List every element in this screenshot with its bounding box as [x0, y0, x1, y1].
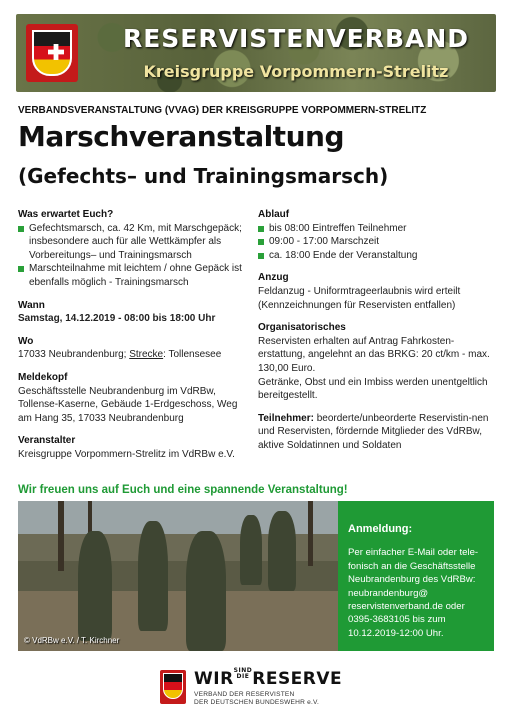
organizer-text: Kreisgruppe Vorpommern-Strelitz im VdRBw e.V. [18, 448, 235, 460]
march-photo [18, 501, 338, 651]
where-heading: Wo [18, 335, 34, 347]
participants-section [258, 412, 496, 453]
when-section [18, 299, 248, 326]
expect-section [18, 208, 248, 290]
signup-text: Per einfacher E-Mail oder tele-fonisch an die Geschäftsstelle Neubrandenburg des VdRBw: neubrandenburg@ reservistenverband.de oder 0395-3683105 bis zum 10.12.2019-12:00 Uhr. [348, 547, 479, 639]
slogan-small [234, 668, 253, 680]
association-name [194, 691, 374, 707]
participants-text: beorderte/unbeorderte Reservistin-nen und Reservisten, fördernde Mitglieder des VdRBw, aktive Soldatinnen und Soldaten [258, 412, 489, 451]
meet-text: Geschäftsstelle Neubrandenburg im VdRBw, Tollense-Kaserne, Gebäude 1-Erdgeschoss, Weg am Hang 35, 17033 Neubrandenburg [18, 385, 238, 424]
page-title: Marschveranstaltung [18, 120, 344, 153]
list-item: Gefechtsmarsch, ca. 42 Km, mit Marschgepäck; insbesondere auch für alle Wettkämpfer als Vorbereitungs– und Trainingsmarsch [18, 222, 248, 263]
assoc-line-1: VERBAND DER RESERVISTEN [194, 691, 295, 698]
slogan [194, 668, 342, 689]
where-section [18, 335, 248, 362]
list-item: Marschteilnahme mit leichtem / ohne Gepäck ist ebenfalls möglich - Trainingsmarsch [18, 262, 248, 289]
organizer-heading: Veranstalter [18, 435, 76, 447]
participants-label: Teilnehmer: [258, 412, 314, 424]
org-section [258, 321, 496, 403]
photo-credit: © VdRBw e.V. / T. Kirchner [24, 636, 120, 645]
reservist-emblem-icon [26, 24, 78, 82]
meet-section [18, 371, 248, 425]
dress-text: Feldanzug - Uniformtrageerlaubnis wird erteilt (Kennzeichnungen für Reservisten entfallen) [258, 285, 461, 311]
brand-subtitle: Kreisgruppe Vorpommern-Strelitz [143, 62, 449, 81]
where-prefix: 17033 Neubrandenburg; [18, 349, 130, 361]
signup-heading: Anmeldung: [348, 523, 413, 535]
header-banner [16, 14, 496, 92]
list-item: ca. 18:00 Ende der Veranstaltung [258, 249, 496, 263]
organizer-section [18, 434, 248, 461]
expect-heading: Was erwartet Euch? [18, 209, 114, 220]
schedule-heading: Ablauf [258, 209, 290, 220]
route-link[interactable]: Strecke [129, 349, 164, 361]
signup-box [338, 501, 494, 651]
where-suffix: : Tollensesee [163, 349, 222, 361]
org-text-1: Reservisten erhalten auf Antrag Fahrkosten-erstattung, angelehnt an das BRKG: 20 ct/km - max. 130,00 Euro. [258, 335, 490, 374]
brand-title: RESERVISTENVERBAND [122, 24, 470, 53]
slogan-die: DIE [236, 673, 250, 680]
event-kicker: VERBANDSVERANSTALTUNG (VVAG) DER KREISGRUPPE VORPOMMERN-STRELITZ [18, 105, 427, 116]
right-column [258, 208, 496, 462]
slogan-reserve: RESERVE [252, 669, 343, 689]
slogan-sind: SIND [233, 667, 253, 674]
dress-section [258, 271, 496, 312]
closing-line: Wir freuen uns auf Euch und eine spannende Veranstaltung! [18, 484, 348, 496]
page-subtitle: (Gefechts– und Trainingsmarsch) [18, 164, 389, 188]
dress-heading: Anzug [258, 272, 289, 284]
slogan-wir: WIR [194, 669, 234, 689]
where-text [18, 348, 248, 362]
when-heading: Wann [18, 299, 45, 311]
schedule-section [258, 208, 496, 262]
meet-heading: Meldekopf [18, 371, 68, 383]
footer-emblem-icon [160, 670, 186, 704]
org-heading: Organisatorisches [258, 322, 346, 334]
org-text-2: Getränke, Obst und ein Imbiss werden unentgeltlich bereitgestellt. [258, 376, 488, 402]
when-text: Samstag, 14.12.2019 - 08:00 bis 18:00 Uhr [18, 313, 216, 325]
assoc-line-2: DER DEUTSCHEN BUNDESWEHR e.V. [194, 699, 319, 706]
left-column [18, 208, 248, 471]
list-item: 09:00 - 17:00 Marschzeit [258, 235, 496, 249]
list-item: bis 08:00 Eintreffen Teilnehmer [258, 222, 496, 236]
